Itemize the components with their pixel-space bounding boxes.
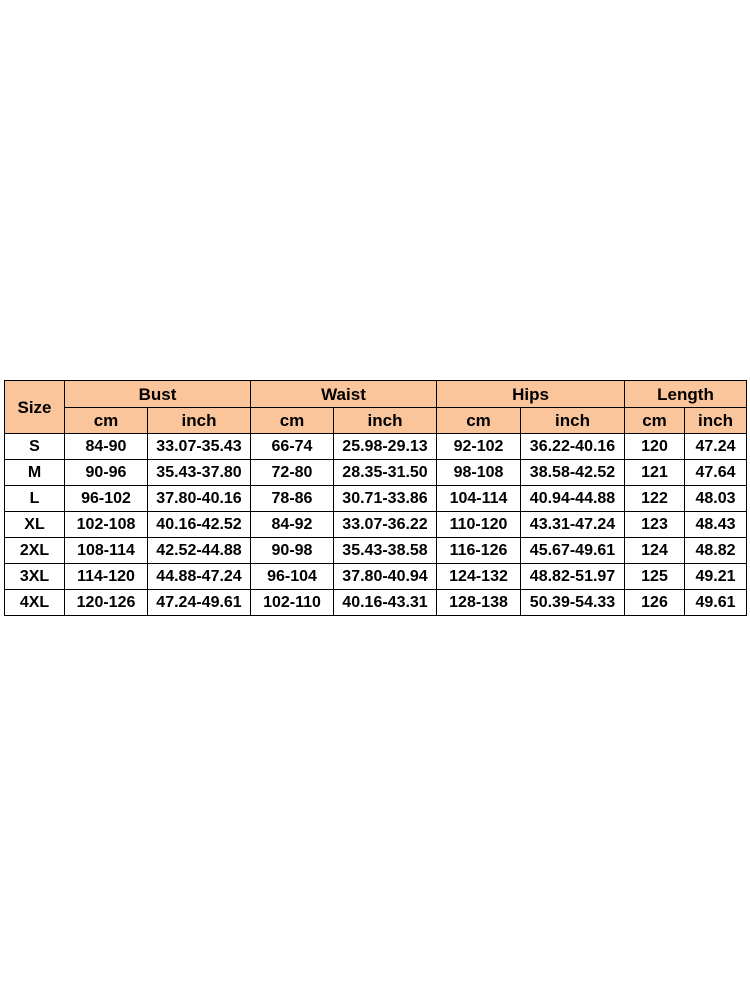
length-inch-cell: 47.64 [685, 460, 747, 486]
hips-inch-cell: 40.94-44.88 [521, 486, 625, 512]
bust-inch-cell: 44.88-47.24 [148, 564, 251, 590]
header-group-row [5, 381, 747, 408]
hips-cm-cell: 110-120 [437, 512, 521, 538]
hips-cm-cell: 92-102 [437, 434, 521, 460]
hips-cm-cell: 128-138 [437, 590, 521, 616]
hips-cm-cell: 104-114 [437, 486, 521, 512]
header-unit-row [5, 408, 747, 434]
waist-cm-cell: 72-80 [251, 460, 334, 486]
waist-inch-cell: 37.80-40.94 [334, 564, 437, 590]
bust-inch-cell: 40.16-42.52 [148, 512, 251, 538]
waist-inch-header: inch [334, 408, 437, 434]
length-cm-cell: 126 [625, 590, 685, 616]
waist-inch-cell: 40.16-43.31 [334, 590, 437, 616]
bust-inch-cell: 47.24-49.61 [148, 590, 251, 616]
bust-cm-cell: 102-108 [65, 512, 148, 538]
waist-inch-cell: 30.71-33.86 [334, 486, 437, 512]
length-cm-cell: 123 [625, 512, 685, 538]
length-cm-cell: 124 [625, 538, 685, 564]
hips-inch-cell: 43.31-47.24 [521, 512, 625, 538]
length-group-header: Length [625, 381, 747, 408]
bust-inch-cell: 35.43-37.80 [148, 460, 251, 486]
hips-inch-cell: 45.67-49.61 [521, 538, 625, 564]
bust-group-header: Bust [65, 381, 251, 408]
waist-cm-cell: 66-74 [251, 434, 334, 460]
hips-group-header: Hips [437, 381, 625, 408]
waist-cm-cell: 90-98 [251, 538, 334, 564]
bust-inch-header: inch [148, 408, 251, 434]
length-cm-cell: 122 [625, 486, 685, 512]
hips-inch-cell: 50.39-54.33 [521, 590, 625, 616]
hips-cm-cell: 98-108 [437, 460, 521, 486]
table-row [5, 590, 747, 616]
size-cell: L [5, 486, 65, 512]
length-inch-cell: 49.61 [685, 590, 747, 616]
hips-cm-cell: 124-132 [437, 564, 521, 590]
bust-cm-cell: 120-126 [65, 590, 148, 616]
hips-inch-cell: 36.22-40.16 [521, 434, 625, 460]
length-cm-cell: 120 [625, 434, 685, 460]
waist-inch-cell: 28.35-31.50 [334, 460, 437, 486]
waist-cm-header: cm [251, 408, 334, 434]
waist-inch-cell: 33.07-36.22 [334, 512, 437, 538]
size-cell: XL [5, 512, 65, 538]
size-cell: 3XL [5, 564, 65, 590]
length-inch-cell: 49.21 [685, 564, 747, 590]
size-cell: M [5, 460, 65, 486]
bust-cm-cell: 96-102 [65, 486, 148, 512]
size-chart-table [4, 380, 747, 616]
length-cm-cell: 121 [625, 460, 685, 486]
bust-inch-cell: 33.07-35.43 [148, 434, 251, 460]
hips-cm-header: cm [437, 408, 521, 434]
hips-inch-header: inch [521, 408, 625, 434]
waist-cm-cell: 96-104 [251, 564, 334, 590]
table-row [5, 434, 747, 460]
length-inch-cell: 47.24 [685, 434, 747, 460]
length-cm-cell: 125 [625, 564, 685, 590]
hips-cm-cell: 116-126 [437, 538, 521, 564]
size-column-header: Size [5, 381, 65, 434]
size-cell: S [5, 434, 65, 460]
waist-cm-cell: 84-92 [251, 512, 334, 538]
bust-cm-cell: 114-120 [65, 564, 148, 590]
waist-cm-cell: 78-86 [251, 486, 334, 512]
bust-cm-cell: 90-96 [65, 460, 148, 486]
length-inch-cell: 48.03 [685, 486, 747, 512]
waist-cm-cell: 102-110 [251, 590, 334, 616]
length-inch-cell: 48.82 [685, 538, 747, 564]
bust-cm-cell: 84-90 [65, 434, 148, 460]
waist-group-header: Waist [251, 381, 437, 408]
table-row [5, 486, 747, 512]
hips-inch-cell: 38.58-42.52 [521, 460, 625, 486]
bust-cm-cell: 108-114 [65, 538, 148, 564]
waist-inch-cell: 25.98-29.13 [334, 434, 437, 460]
bust-cm-header: cm [65, 408, 148, 434]
bust-inch-cell: 42.52-44.88 [148, 538, 251, 564]
length-inch-cell: 48.43 [685, 512, 747, 538]
length-inch-header: inch [685, 408, 747, 434]
size-cell: 4XL [5, 590, 65, 616]
table-row [5, 564, 747, 590]
hips-inch-cell: 48.82-51.97 [521, 564, 625, 590]
length-cm-header: cm [625, 408, 685, 434]
table-row [5, 538, 747, 564]
size-cell: 2XL [5, 538, 65, 564]
table-row [5, 460, 747, 486]
table-row [5, 512, 747, 538]
waist-inch-cell: 35.43-38.58 [334, 538, 437, 564]
bust-inch-cell: 37.80-40.16 [148, 486, 251, 512]
